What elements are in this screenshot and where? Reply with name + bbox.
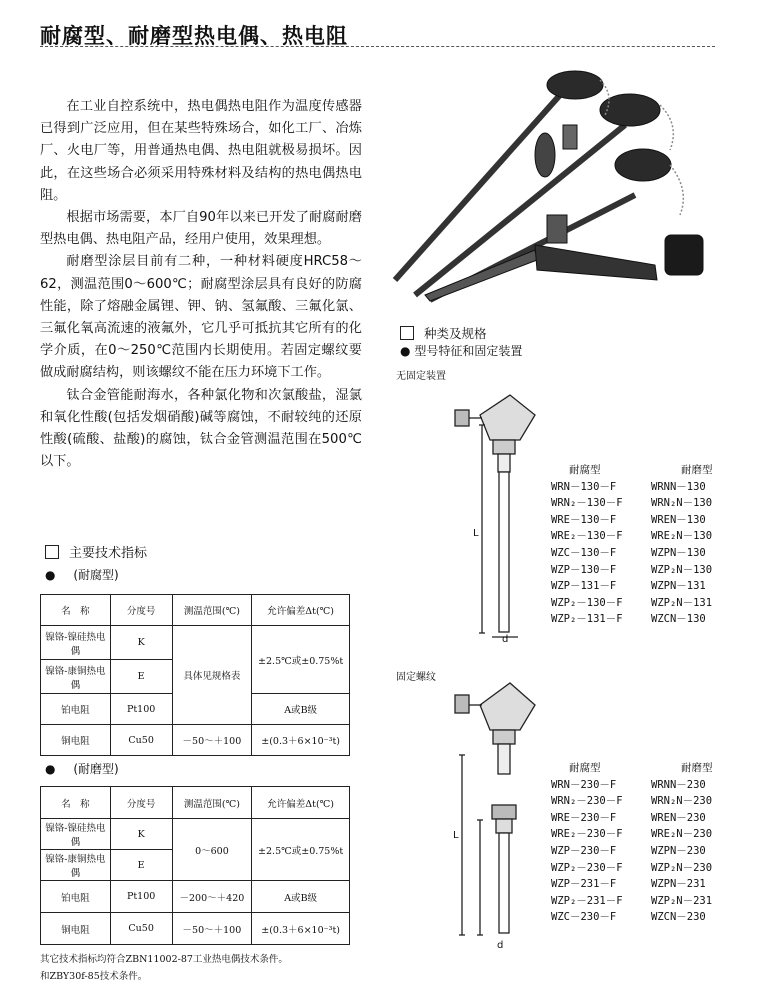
model-wear: WZPN－230 [651,844,706,857]
corrosion-spec-table [40,594,350,756]
specs-heading-text: 主要技术指标 [69,546,148,561]
header-cell: 测温范围(℃) [172,787,252,819]
list-item [551,528,731,545]
cell: ±(0.3＋6×10⁻³t) [252,725,350,756]
sensor-drawing-thread [440,675,550,950]
cell: －50～＋100 [172,913,252,945]
intro-paragraph: 耐磨型涂层目前有二种，一种材料硬度HRC58～62，测温范围0～600℃；耐腐型涂层具有良好的防腐性能，除了熔融金属锂、钾、钠、氢氟酸、三氟化氯、三氟化氧高流速的液氟外，它几乎可抵抗其它所有的化学介质，在0～250℃范围内长期使用。若固定螺纹要做成耐腐结构，则该螺纹不能在压力环境下工作。 [40,254,362,381]
cell: A或B级 [252,694,350,725]
cell: Cu50 [110,913,172,945]
cell: 铂电阻 [41,694,111,725]
list-item [551,777,731,794]
list-item [551,479,731,496]
model-wear: WRE₂N－130 [651,530,713,543]
col-header-corrosion: 耐腐型 [569,762,601,774]
table-row [41,626,350,660]
model-corrosion: WZP₂－230－F [551,861,623,874]
table-row [41,725,350,756]
no-fix-models [551,462,731,628]
cell: K [110,626,172,660]
model-corrosion: WRN₂－130－F [551,497,623,510]
footnote [40,951,288,985]
cell: Pt100 [110,881,172,913]
model-wear: WREN－130 [651,513,706,526]
cell: ±2.5℃或±0.75%t [252,819,350,881]
header-cell: 分度号 [110,787,172,819]
model-corrosion: WZC－230－F [551,911,617,924]
model-corrosion: WZC－130－F [551,546,617,559]
model-wear: WZCN－130 [651,613,706,626]
list-item [551,826,731,843]
col-header-wear: 耐磨型 [681,464,713,476]
sensor-drawing-no-fix [440,385,550,650]
model-wear: WZPN－131 [651,580,706,593]
model-wear: WREN－230 [651,811,706,824]
product-photo [385,55,725,305]
list-item [551,545,731,562]
model-wear: WZP₂N－130 [651,563,713,576]
model-wear: WZCN－230 [651,911,706,924]
model-wear: WRN₂N－230 [651,795,713,808]
table-header-row [41,787,350,819]
intro-paragraph: 在工业自控系统中，热电偶热电阻作为温度传感器已得到广泛应用，但在某些特殊场合，如化工厂、冶炼厂、火电厂等，用普通热电偶、热电阻就极易损坏。因此，在这些场合必须采用特殊材料及结构的热电偶热电阻。 [40,99,362,203]
page-title: 耐腐型、耐磨型热电偶、热电阻 [40,24,348,48]
cell: 镍铬-康铜热电偶 [41,660,111,694]
corrosion-label [45,566,119,583]
table-row [41,913,350,945]
cell: 0～600 [172,819,252,881]
dimension-l: L [453,830,459,841]
list-item [551,578,731,595]
model-corrosion: WRE－130－F [551,513,617,526]
cell: ±2.5℃或±0.75%t [252,626,350,694]
dimension-l: L [473,528,479,539]
model-corrosion: WZP₂－231－F [551,894,623,907]
model-wear: WRNN－130 [651,480,706,493]
dimension-d: d [502,634,509,645]
list-item [551,512,731,529]
model-corrosion: WRN₂－230－F [551,795,623,808]
model-wear: WZP₂N－131 [651,596,713,609]
cell: Cu50 [110,725,172,756]
list-item [551,843,731,860]
header-cell: 测温范围(℃) [172,595,252,626]
model-corrosion: WZP－130－F [551,563,617,576]
cell: 铂电阻 [41,881,111,913]
bullet-icon: ● [45,568,56,582]
header-cell: 名 称 [41,787,111,819]
types-heading-text: 种类及规格 [424,326,487,341]
wear-label [45,760,119,777]
checkbox-icon [45,545,59,559]
col-header-wear: 耐磨型 [681,762,713,774]
model-wear: WZP₂N－230 [651,861,713,874]
cell: ±(0.3＋6×10⁻³t) [252,913,350,945]
intro-paragraph: 根据市场需要，本厂自90年以来已开发了耐腐耐磨型热电偶、热电阻产品，经用户使用，效果理想。 [40,210,362,248]
thread-models [551,760,731,926]
cell: 铜电阻 [41,913,111,945]
model-corrosion: WZP－230－F [551,844,617,857]
col-header-corrosion: 耐腐型 [569,464,601,476]
cell: E [110,850,172,881]
model-wear: WRN₂N－130 [651,497,713,510]
model-corrosion: WZP₂－130－F [551,596,623,609]
list-item [551,860,731,877]
cell: 镍铬-康铜热电偶 [41,850,111,881]
footnote-line: 和ZBY30f-85技术条件。 [40,971,148,982]
list-item [551,793,731,810]
specs-heading [45,542,147,561]
title-divider [40,46,715,47]
dimension-d: d [497,940,504,951]
model-corrosion: WRE₂－130－F [551,530,623,543]
cell: A或B级 [252,881,350,913]
model-wear: WZP₂N－231 [651,894,713,907]
header-cell: 名 称 [41,595,111,626]
model-corrosion: WRN－130－F [551,480,617,493]
cell: 镍铬-镍硅热电偶 [41,819,111,850]
model-wear: WZPN－231 [651,878,706,891]
wear-spec-table [40,786,350,945]
types-subheading [400,342,522,359]
list-item [551,595,731,612]
model-corrosion: WRE－230－F [551,811,617,824]
model-wear: WRE₂N－230 [651,828,713,841]
list-item [551,909,731,926]
corrosion-label-text: (耐腐型) [73,568,119,582]
cell: Pt100 [110,694,172,725]
list-item [551,876,731,893]
list-item [551,611,731,628]
list-item [551,562,731,579]
model-wear: WZPN－130 [651,546,706,559]
table-row [41,819,350,850]
table-header-row [41,595,350,626]
model-corrosion: WZP－131－F [551,580,617,593]
model-corrosion: WRE₂－230－F [551,828,623,841]
header-cell: 允许偏差Δt(℃) [252,595,350,626]
cell: 铜电阻 [41,725,111,756]
types-subheading-text: 型号特征和固定装置 [414,344,523,358]
table-row [41,881,350,913]
model-corrosion: WZP－231－F [551,878,617,891]
cell: －50～＋100 [172,725,252,756]
cell: E [110,660,172,694]
cell: 具体见规格表 [172,626,252,725]
model-corrosion: WZP₂－131－F [551,613,623,626]
bullet-icon: ● [400,344,411,358]
types-heading [400,324,487,342]
list-item [551,893,731,910]
header-cell: 允许偏差Δt(℃) [252,787,350,819]
cell: －200～＋420 [172,881,252,913]
intro-text [40,96,362,473]
bullet-icon: ● [45,762,56,776]
checkbox-icon [400,326,414,340]
footnote-line: 其它技术指标均符合ZBN11002-87工业热电偶技术条件。 [40,954,288,965]
wear-label-text: (耐磨型) [73,762,119,776]
list-item [551,810,731,827]
model-corrosion: WRN－230－F [551,778,617,791]
cell: 镍铬-镍硅热电偶 [41,626,111,660]
list-item [551,495,731,512]
header-cell: 分度号 [110,595,172,626]
no-fix-label: 无固定装置 [396,371,446,382]
model-wear: WRNN－230 [651,778,706,791]
thread-label: 固定螺纹 [396,672,436,683]
cell: K [110,819,172,850]
intro-paragraph: 钛合金管能耐海水，各种氯化物和次氯酸盐，湿氯和氧化性酸(包括发烟硝酸)碱等腐蚀，不耐较纯的还原性酸(硫酸、盐酸)的腐蚀，钛合金管测温范围在500℃以下。 [40,387,362,470]
